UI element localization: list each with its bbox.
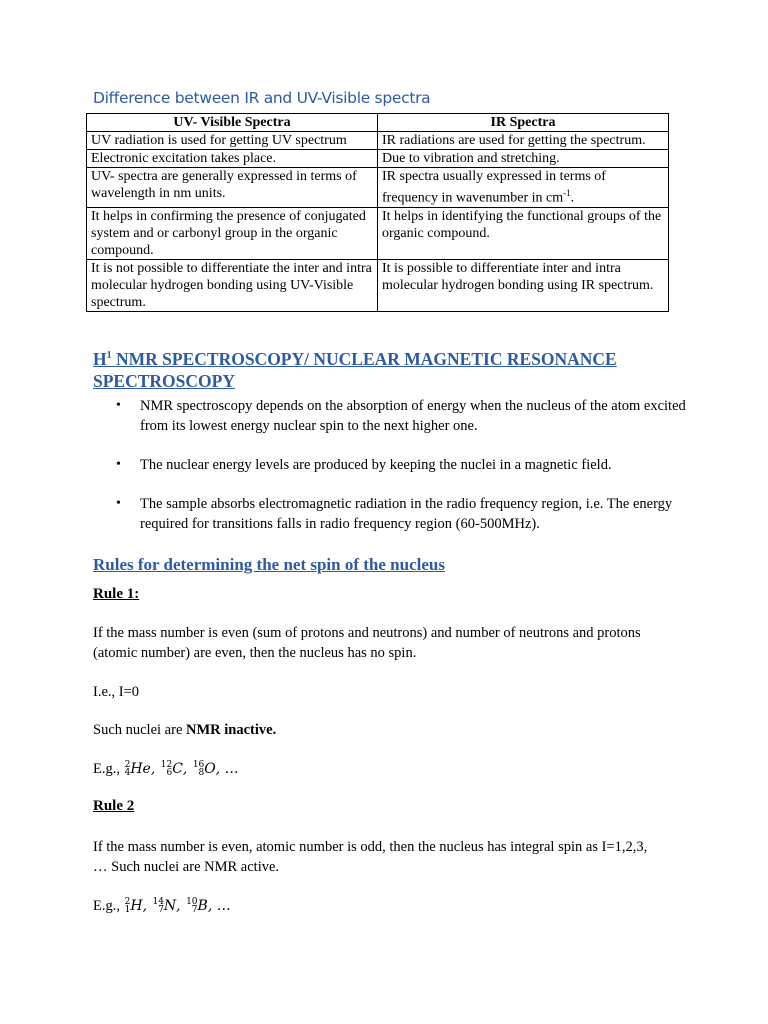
atomic-number: 7 bbox=[158, 905, 164, 915]
table-header-row bbox=[87, 114, 669, 132]
table-row bbox=[87, 207, 669, 259]
bullet-icon: • bbox=[116, 496, 121, 511]
table-row bbox=[87, 132, 669, 150]
atomic-number: 7 bbox=[191, 905, 198, 915]
comparison-heading: Difference between IR and UV-Visible spectra bbox=[93, 89, 431, 107]
table-cell: UV radiation is used for getting UV spectrum bbox=[87, 132, 378, 150]
table-cell: It helps in identifying the functional groups of the organic compound. bbox=[378, 207, 669, 259]
table-cell: It is possible to differentiate inter and intra molecular hydrogen bonding using IR spectrum. bbox=[378, 259, 669, 311]
rule2-title: Rule 2 bbox=[93, 798, 135, 814]
rule2-paragraph: If the mass number is even, atomic number is odd, then the nucleus has integral spin as I=1,2,3, … Such nuclei are NMR active. bbox=[93, 839, 648, 875]
rule1-examples bbox=[93, 759, 653, 779]
rule1-inactive-line bbox=[93, 720, 653, 740]
table-cell: IR radiations are used for getting the spectrum. bbox=[378, 132, 669, 150]
nmr-heading-prefix: H bbox=[93, 349, 107, 369]
list-item-text: The nuclear energy levels are produced by keeping the nuclei in a magnetic field. bbox=[140, 457, 612, 473]
list-item bbox=[93, 396, 693, 436]
rule2-eg-label: E.g., bbox=[93, 898, 124, 914]
table-header-ir: IR Spectra bbox=[378, 114, 669, 132]
nuclide bbox=[152, 896, 176, 916]
table-row bbox=[87, 150, 669, 168]
nmr-heading-sup: 1 bbox=[106, 350, 112, 361]
table-cell: It helps in confirming the presence of conjugated system and or carbonyl group in the organic compound. bbox=[87, 207, 378, 259]
element-symbol: C bbox=[172, 761, 183, 777]
nmr-heading bbox=[93, 345, 693, 392]
mass-number: 16 bbox=[192, 760, 205, 770]
atomic-number: 1 bbox=[124, 905, 131, 915]
rule1-ie: I.e., I=0 bbox=[93, 684, 140, 700]
table-header-uv: UV- Visible Spectra bbox=[87, 114, 378, 132]
atomic-number: 8 bbox=[198, 768, 205, 778]
rule1-examples-math: 2 4 He, 12 6 C, 16 8 O, … bbox=[124, 760, 239, 778]
list-item-text: NMR spectroscopy depends on the absorption of energy when the nucleus of the atom excited from its lowest energy nuclear spin to the next higher one. bbox=[140, 398, 686, 434]
bullet-icon: • bbox=[116, 398, 121, 413]
rule1-eg-label: E.g., bbox=[93, 761, 124, 777]
table-cell: Electronic excitation takes place. bbox=[87, 150, 378, 168]
cm-superscript: -1 bbox=[563, 188, 571, 198]
table-cell: It is not possible to differentiate the inter and intra molecular hydrogen bonding using UV-Visible spectrum. bbox=[87, 259, 378, 311]
list-item-text: The sample absorbs electromagnetic radiation in the radio frequency region, i.e. The energy required for transitions falls in radio frequency region (60-500MHz). bbox=[140, 496, 673, 532]
mass-number: 2 bbox=[124, 760, 131, 770]
list-item bbox=[93, 494, 693, 534]
mass-number: 12 bbox=[160, 760, 173, 770]
nuclide bbox=[193, 759, 216, 779]
atomic-number: 4 bbox=[124, 768, 131, 778]
nmr-bullet-list bbox=[93, 396, 693, 553]
element-symbol: B bbox=[197, 898, 208, 914]
table-cell bbox=[378, 168, 669, 208]
nuclide bbox=[125, 896, 143, 916]
mass-number: 2 bbox=[124, 897, 131, 907]
nuclide bbox=[186, 896, 208, 916]
cm-suffix: . bbox=[570, 190, 575, 206]
table-cell: UV- spectra are generally expressed in terms of wavelength in nm units. bbox=[87, 168, 378, 208]
nuclide bbox=[125, 759, 151, 779]
atomic-number: 6 bbox=[166, 768, 173, 778]
table-cell: Due to vibration and stretching. bbox=[378, 150, 669, 168]
rule1-inactive-prefix: Such nuclei are bbox=[93, 722, 187, 738]
table-row bbox=[87, 259, 669, 311]
element-symbol: He bbox=[130, 761, 151, 777]
nuclide bbox=[161, 759, 183, 779]
rule1-title: Rule 1: bbox=[93, 586, 140, 602]
rule1-inactive-bold: NMR inactive. bbox=[186, 722, 277, 738]
bullet-icon: • bbox=[116, 457, 121, 472]
mass-number: 14 bbox=[152, 897, 164, 907]
rule1-paragraph: If the mass number is even (sum of protons and neutrons) and number of neutrons and protons (atomic number) are even, then the nucleus has no spin. bbox=[93, 625, 641, 661]
rule2-examples-math: 2 1 H, 14 7 N, 10 7 B, … bbox=[124, 897, 231, 915]
comparison-table bbox=[86, 113, 669, 312]
eg-ellipsis: … bbox=[216, 898, 231, 914]
element-symbol: N bbox=[163, 898, 177, 914]
eg-ellipsis: … bbox=[224, 761, 239, 777]
rules-heading: Rules for determining the net spin of the nucleus bbox=[93, 555, 445, 574]
element-symbol: O bbox=[204, 761, 216, 777]
table-cell-text: IR spectra usually expressed in terms of frequency in wavenumber in cm bbox=[382, 169, 606, 206]
mass-number: 10 bbox=[186, 897, 198, 907]
list-item bbox=[93, 455, 693, 475]
nmr-heading-text: NMR SPECTROSCOPY/ NUCLEAR MAGNETIC RESONANCE SPECTROSCOPY bbox=[93, 349, 617, 391]
table-row bbox=[87, 168, 669, 208]
rule2-examples bbox=[93, 896, 653, 916]
element-symbol: H bbox=[130, 898, 143, 914]
